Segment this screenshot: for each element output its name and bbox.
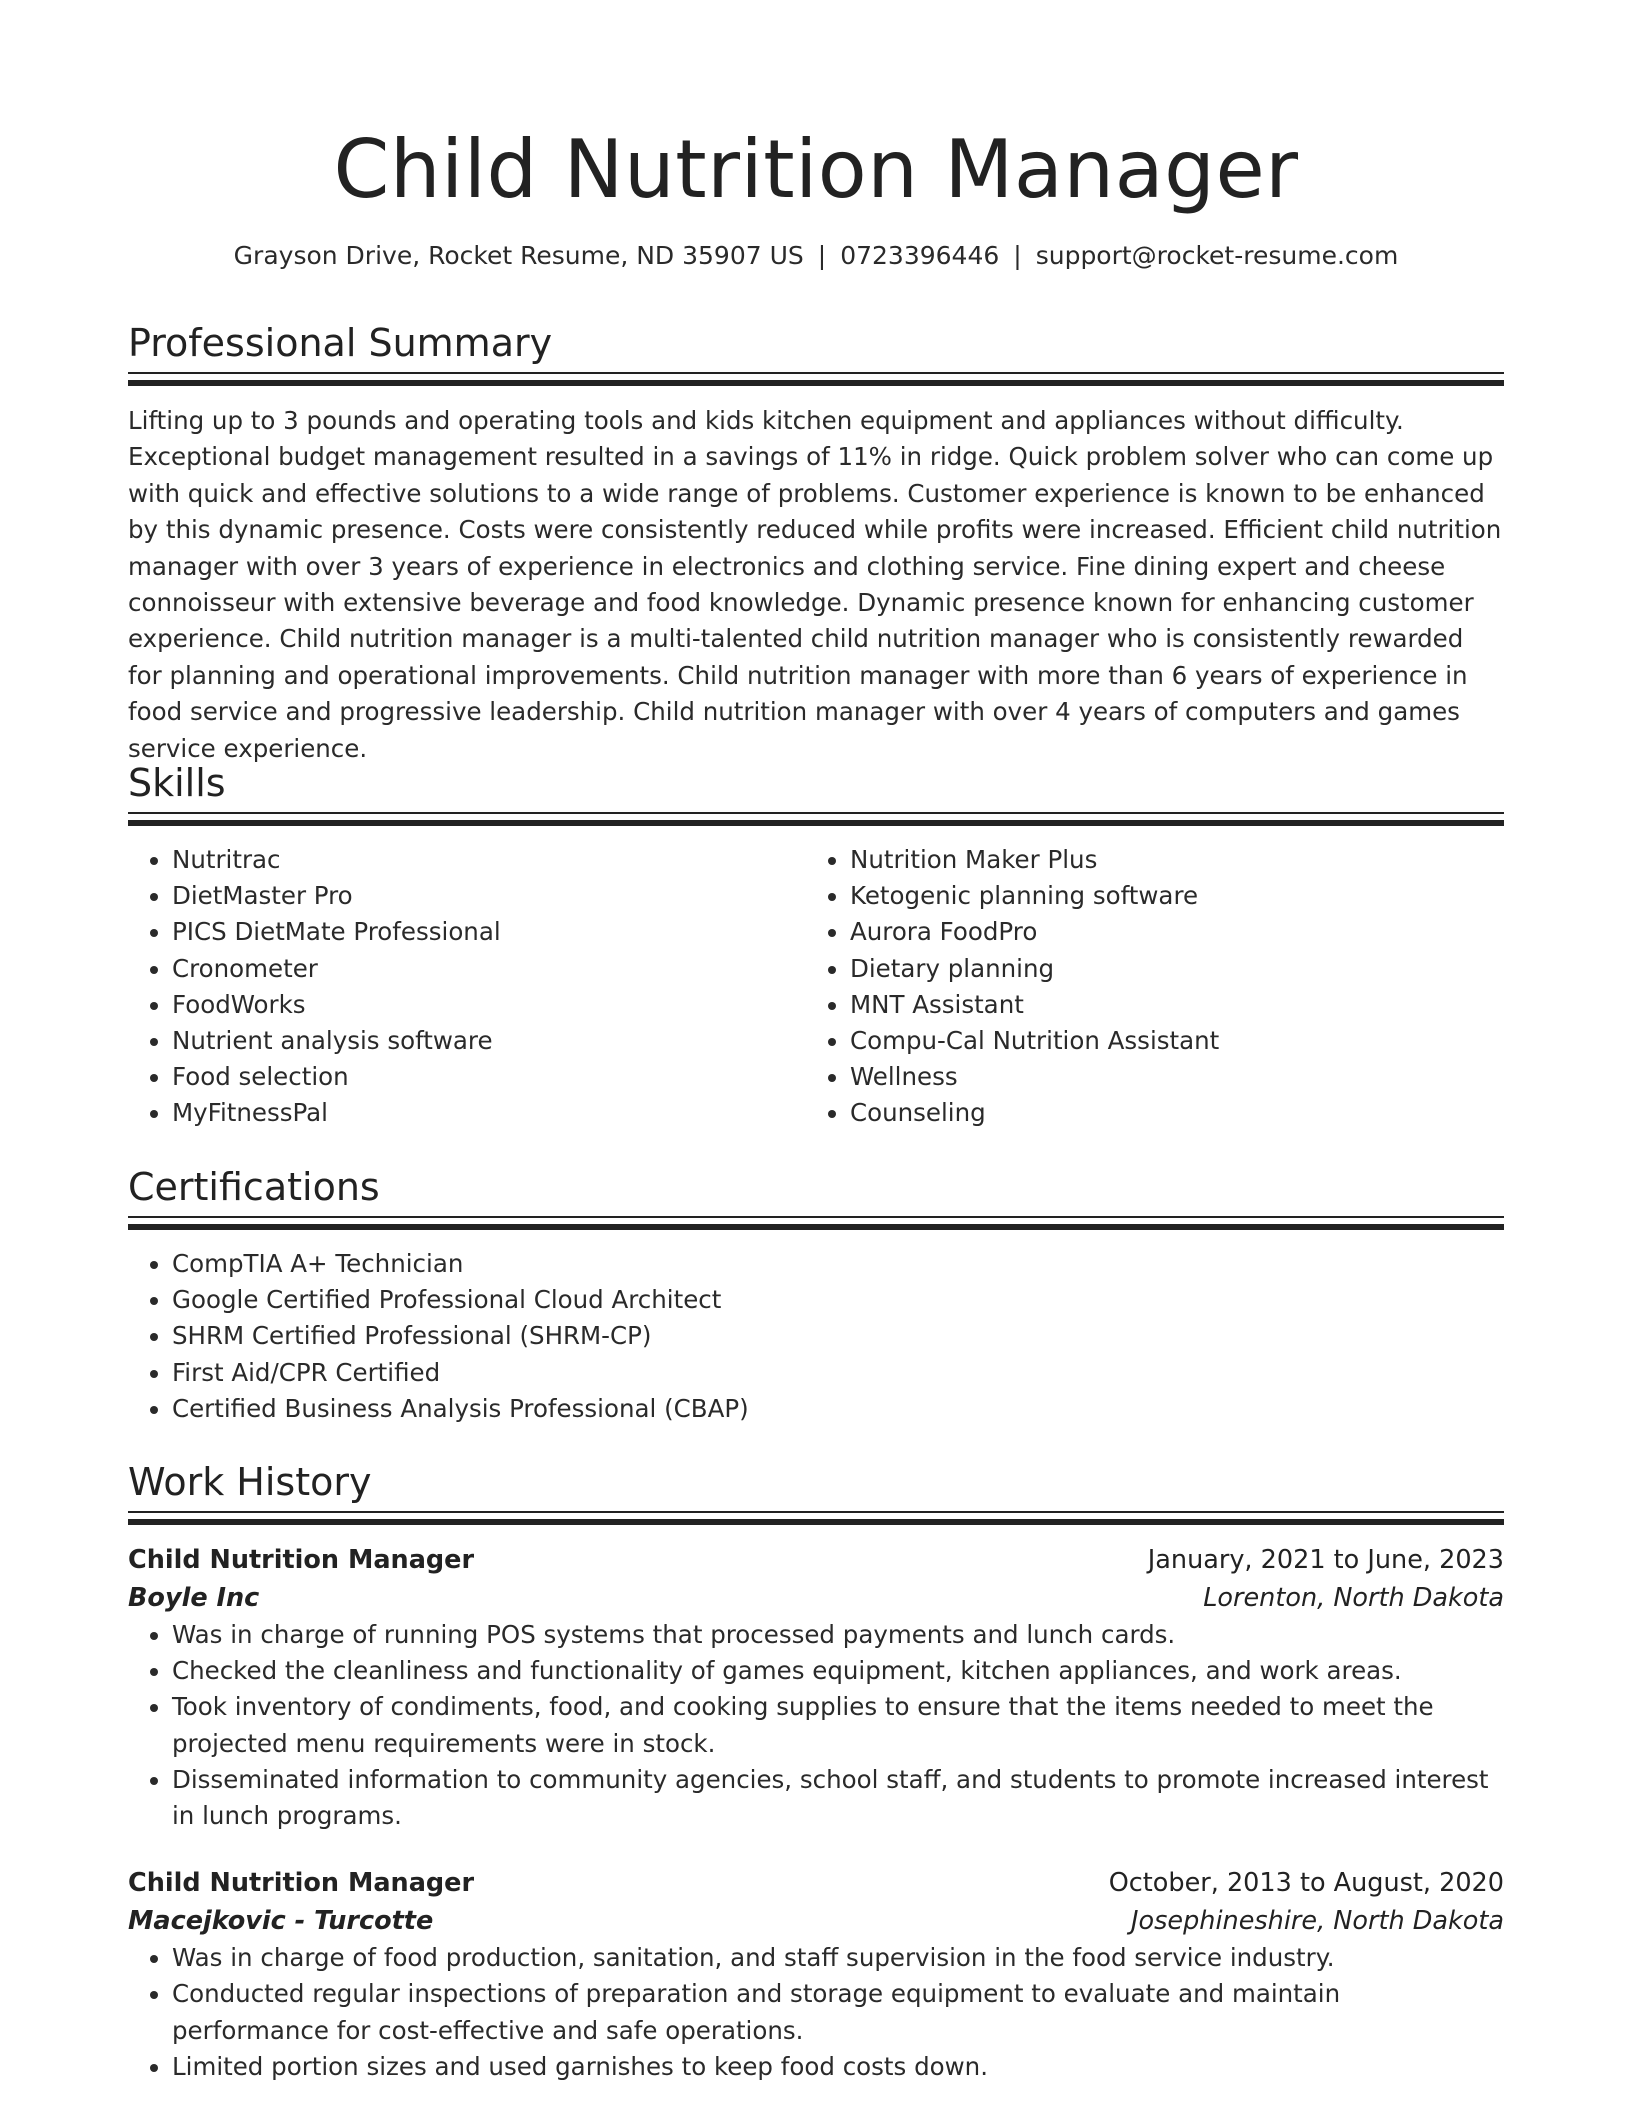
summary-section <box>128 318 1504 767</box>
certification-item: • First Aid/CPR Certified <box>172 1355 1504 1391</box>
job-title: Child Nutrition Manager <box>128 1545 475 1575</box>
skills-columns <box>128 842 1504 1132</box>
certification-item: • Google Certified Professional Cloud Architect <box>172 1282 1504 1318</box>
skill-item: • PICS DietMate Professional <box>172 914 806 950</box>
certifications-section <box>128 1162 1504 1427</box>
job-company: Boyle Inc <box>128 1583 260 1613</box>
skill-item: • Nutritrac <box>172 842 806 878</box>
job-title: Child Nutrition Manager <box>128 1868 475 1899</box>
section-rule-thick <box>128 1519 1504 1525</box>
skill-item: • MNT Assistant <box>850 987 1484 1023</box>
job-header-row <box>128 1541 1504 1579</box>
job-subheader-row <box>128 1579 1504 1617</box>
job-entry <box>128 1864 1504 2085</box>
contact-phone: 0723396446 <box>840 241 1000 270</box>
contact-separator: | <box>1013 241 1022 270</box>
section-rule-thin <box>128 372 1504 374</box>
skills-column-left <box>128 842 806 1132</box>
skill-item: • Nutrient analysis software <box>172 1023 806 1059</box>
skill-item: • Cronometer <box>172 951 806 987</box>
skill-item: • Dietary planning <box>850 951 1484 987</box>
work-history-section <box>128 1457 1504 2085</box>
section-title: Work History <box>128 1460 372 1504</box>
job-bullet: • Was in charge of running POS systems that processed payments and lunch cards. <box>172 1617 1504 1653</box>
certification-item: • CompTIA A+ Technician <box>172 1246 1504 1282</box>
job-subheader-row <box>128 1902 1504 1940</box>
summary-text: Lifting up to 3 pounds and operating tools and kids kitchen equipment and appliances without difficulty. Exceptional budget management resulted in a savings of 11% in ridge. Quick problem solver who can come up with quick and effective solutions to a wide range of problems. Customer experience is known to be enhanced by this dynamic presence. Costs were consistently reduced while profits were increased. Efficient child nutrition manager with over 3 years of experience in electronics and clothing service. Fine dining expert and cheese connoisseur with extensive beverage and food knowledge. Dynamic presence known for enhancing customer experience. Child nutrition manager is a multi-talented child nutrition manager who is consistently rewarded for planning and operational improvements. Child nutrition manager with more than 6 years of experience in food service and progressive leadership. Child nutrition manager with over 4 years of computers and games service experience. <box>128 406 1502 763</box>
skill-item: • Wellness <box>850 1059 1484 1095</box>
skill-item: • Ketogenic planning software <box>850 878 1484 914</box>
job-bullet: • Disseminated information to community agencies, school staff, and students to promote increased interest in lunch programs. <box>172 1762 1504 1834</box>
job-bullet: • Was in charge of food production, sanitation, and staff supervision in the food service industry. <box>172 1940 1504 1976</box>
skills-list-left <box>128 842 806 1132</box>
job-location: Lorenton, North Dakota <box>1203 1583 1504 1613</box>
contact-line <box>128 238 1504 274</box>
job-bullet-list <box>128 1617 1504 1834</box>
section-rule-thin <box>128 1511 1504 1513</box>
job-bullet: • Took inventory of condiments, food, and cooking supplies to ensure that the items needed to meet the projected menu requirements were in stock. <box>172 1689 1504 1761</box>
job-dates: October, 2013 to August, 2020 <box>1108 1868 1504 1899</box>
contact-separator: | <box>817 241 827 270</box>
job-entry <box>128 1541 1504 1834</box>
job-company: Macejkovic - Turcotte <box>128 1906 434 1937</box>
skill-item: • Counseling <box>850 1095 1484 1131</box>
skill-item: • FoodWorks <box>172 987 806 1023</box>
job-bullet: • Checked the cleanliness and functionality of games equipment, kitchen appliances, and work areas. <box>172 1653 1504 1689</box>
skill-item: • DietMaster Pro <box>172 878 806 914</box>
job-bullet: • Conducted regular inspections of preparation and storage equipment to evaluate and maintain performance for cost-effective and safe operations. <box>172 1976 1504 2048</box>
skills-column-right <box>806 842 1484 1132</box>
certification-item: • SHRM Certified Professional (SHRM-CP) <box>172 1318 1504 1354</box>
contact-address: Grayson Drive, Rocket Resume, ND 35907 US <box>233 241 804 270</box>
job-bullet-list <box>128 1940 1504 2085</box>
certifications-list <box>128 1246 1504 1427</box>
skill-item: • Aurora FoodPro <box>850 914 1484 950</box>
job-dates: January, 2021 to June, 2023 <box>1147 1545 1504 1575</box>
section-rule-thin <box>128 812 1504 814</box>
job-header-row <box>128 1864 1504 1902</box>
section-rule-thick <box>128 820 1504 826</box>
section-rule-thin <box>128 1216 1504 1218</box>
skill-item: • MyFitnessPal <box>172 1095 806 1131</box>
skills-section <box>128 758 1504 1132</box>
contact-email[interactable]: support@rocket-resume.com <box>1035 241 1399 270</box>
job-bullet: • Limited portion sizes and used garnishes to keep food costs down. <box>172 2049 1504 2085</box>
section-rule-thick <box>128 1224 1504 1230</box>
section-rule-thick <box>128 380 1504 386</box>
skill-item: • Compu-Cal Nutrition Assistant <box>850 1023 1484 1059</box>
job-location: Josephineshire, North Dakota <box>1131 1906 1504 1937</box>
skills-list-right <box>806 842 1484 1132</box>
section-title: Skills <box>128 761 226 805</box>
section-title: Professional Summary <box>128 321 553 365</box>
certification-item: • Certified Business Analysis Professional (CBAP) <box>172 1391 1504 1427</box>
skill-item: • Nutrition Maker Plus <box>850 842 1484 878</box>
skill-item: • Food selection <box>172 1059 806 1095</box>
candidate-name: Child Nutrition Manager <box>333 123 1299 216</box>
section-title: Certifications <box>128 1165 380 1209</box>
